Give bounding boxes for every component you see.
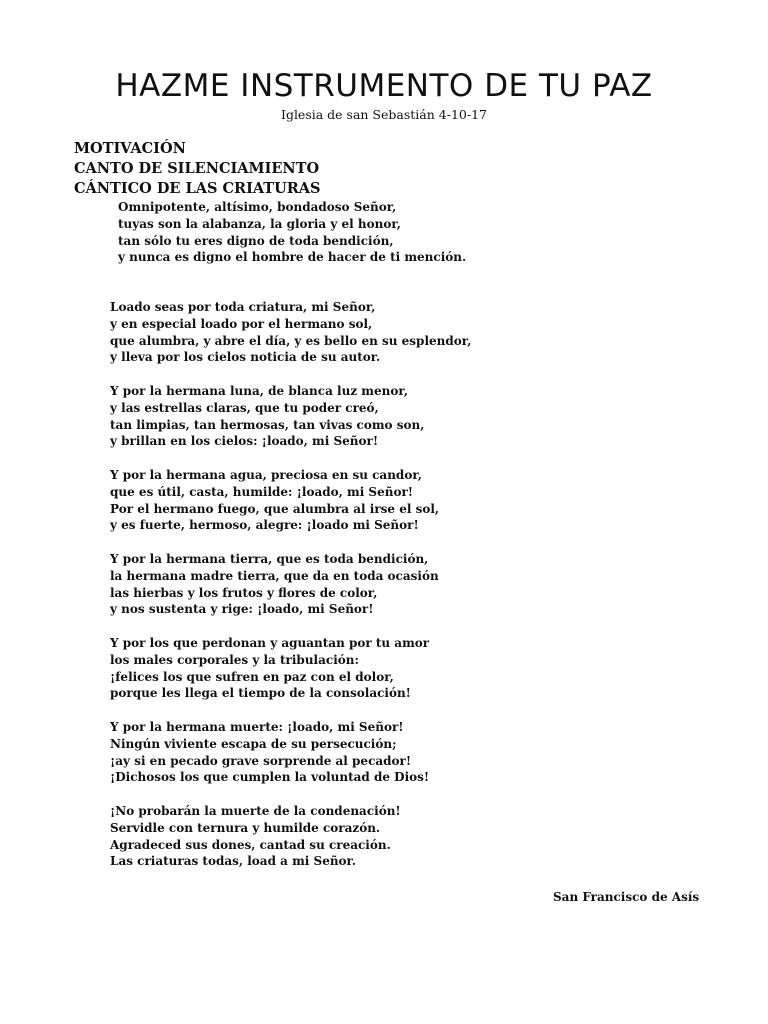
poem-line: Agradeced sus dones, cantad su creación. (110, 837, 391, 852)
poem-line: los males corporales y la tribulación: (110, 652, 359, 667)
stanza (110, 719, 471, 786)
poem-line: las hierbas y los frutos y flores de color, (110, 585, 378, 600)
poem-line: la hermana madre tierra, que da en toda ocasión (110, 568, 439, 583)
heading-cantico-criaturas: CÁNTICO DE LAS CRIATURAS (74, 180, 321, 197)
stanza (110, 467, 471, 534)
poem-line: que es útil, casta, humilde: ¡loado, mi Señor! (110, 484, 414, 499)
page-subtitle: Iglesia de san Sebastián 4-10-17 (281, 107, 487, 122)
poem-line: y en especial loado por el hermano sol, (110, 316, 373, 331)
poem-line: Ningún viviente escapa de su persecución; (110, 736, 397, 751)
poem-line: y nos sustenta y rige: ¡loado, mi Señor! (110, 602, 374, 617)
intro-line: Omnipotente, altísimo, bondadoso Señor, (118, 200, 397, 214)
poem-line: Y por los que perdonan y aguantan por tu amor (110, 635, 430, 650)
heading-motivacion: MOTIVACIÓN (74, 140, 186, 157)
poem-line: Las criaturas todas, load a mi Señor. (110, 854, 356, 869)
poem-line: Y por la hermana agua, preciosa en su candor, (110, 467, 422, 482)
poem-line: y las estrellas claras, que tu poder creó, (110, 400, 379, 415)
poem-line: Y por la hermana luna, de blanca luz menor, (110, 383, 408, 398)
section-headings (74, 139, 321, 199)
poem-line: porque les llega el tiempo de la consolación! (110, 686, 411, 701)
poem-line: Loado seas por toda criatura, mi Señor, (110, 300, 376, 314)
stanza (110, 635, 471, 702)
intro-line: tan sólo tu eres digno de toda bendición, (118, 233, 394, 248)
intro-line: tuyas son la alabanza, la gloria y el honor, (118, 216, 401, 231)
intro-line: y nunca es digno el hombre de hacer de ti mención. (118, 250, 467, 265)
poem-line: que alumbra, y abre el día, y es bello en su esplendor, (110, 333, 472, 348)
stanza (110, 383, 471, 450)
poem-line: ¡felices los que sufren en paz con el dolor, (110, 669, 394, 684)
poem-line: ¡Dichosos los que cumplen la voluntad de Dios! (110, 770, 430, 785)
author-signature: San Francisco de Asís (553, 890, 700, 904)
poem-line: ¡No probarán la muerte de la condenación! (110, 803, 401, 818)
poem-line: Por el hermano fuego, que alumbra al irse el sol, (110, 501, 440, 516)
stanza (110, 803, 471, 870)
poem-line: Servidle con ternura y humilde corazón. (110, 820, 381, 835)
heading-canto-silenciamiento: CANTO DE SILENCIAMIENTO (74, 160, 320, 177)
stanza (110, 551, 471, 618)
poem-line: y lleva por los cielos noticia de su autor. (110, 350, 381, 365)
poem-line: Y por la hermana tierra, que es toda bendición, (110, 551, 429, 566)
poem-line: y es fuerte, hermoso, alegre: ¡loado mi Señor! (110, 518, 419, 533)
poem-line: ¡ay si en pecado grave sorprende al pecador! (110, 753, 412, 768)
page-title: HAZME INSTRUMENTO DE TU PAZ (115, 68, 653, 104)
intro-stanza (118, 199, 466, 266)
poem-line: tan limpias, tan hermosas, tan vivas como son, (110, 417, 425, 432)
stanza (110, 299, 471, 366)
poem-stanzas (110, 299, 471, 887)
poem-line: y brillan en los cielos: ¡loado, mi Señor! (110, 434, 379, 449)
poem-line: Y por la hermana muerte: ¡loado, mi Señor! (110, 719, 404, 734)
